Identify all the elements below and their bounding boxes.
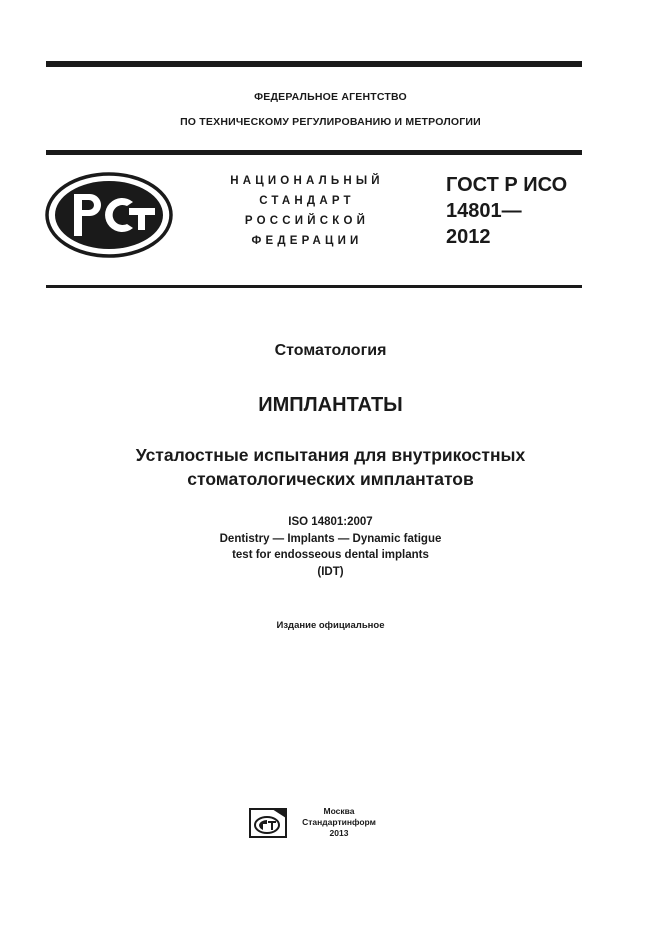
main-title: ИМПЛАНТАТЫ <box>258 394 403 416</box>
designation-line-1: ГОСТ Р ИСО <box>446 174 568 196</box>
agency-line-1: ФЕДЕРАЛЬНОЕ АГЕНТСТВО <box>254 91 407 103</box>
subtitle-line-1: Усталостные испытания для внутрикостных <box>135 445 526 465</box>
edition-label: Издание официальное <box>276 620 385 631</box>
publisher-imprint <box>295 806 383 839</box>
publisher-block <box>247 806 387 842</box>
standard-designation <box>446 172 567 250</box>
iso-equivalence: (IDT) <box>317 566 344 578</box>
field-title: Стоматология <box>274 342 387 359</box>
header-rule <box>46 150 582 155</box>
iso-title-line-1: Dentistry — Implants — Dynamic fatigue <box>219 533 442 545</box>
header-bottom-rule <box>46 285 582 288</box>
publisher-name: Стандартинформ <box>302 817 376 827</box>
designation-line-3: 2012 <box>446 226 491 248</box>
standard-type-line-2: СТАНДАРТ <box>259 195 355 207</box>
iso-title-line-2: test for endosseous dental implants <box>232 549 429 561</box>
agency-line-2: ПО ТЕХНИЧЕСКОМУ РЕГУЛИРОВАНИЮ И МЕТРОЛОГИИ <box>180 116 481 128</box>
top-rule <box>46 61 582 67</box>
iso-number: ISO 14801:2007 <box>288 516 373 528</box>
standard-type-line-4: ФЕДЕРАЦИИ <box>251 235 363 247</box>
publisher-year: 2013 <box>329 828 349 838</box>
standard-type-label <box>212 171 402 251</box>
rst-logo-icon <box>45 172 173 258</box>
standard-type-line-1: НАЦИОНАЛЬНЫЙ <box>230 175 384 187</box>
standard-type-line-3: РОССИЙСКОЙ <box>244 215 370 227</box>
subtitle-line-2: стоматологических имплантатов <box>187 469 474 489</box>
publisher-city: Москва <box>323 806 355 816</box>
designation-line-2: 14801— <box>446 200 522 222</box>
standartinform-logo-icon <box>247 806 289 840</box>
